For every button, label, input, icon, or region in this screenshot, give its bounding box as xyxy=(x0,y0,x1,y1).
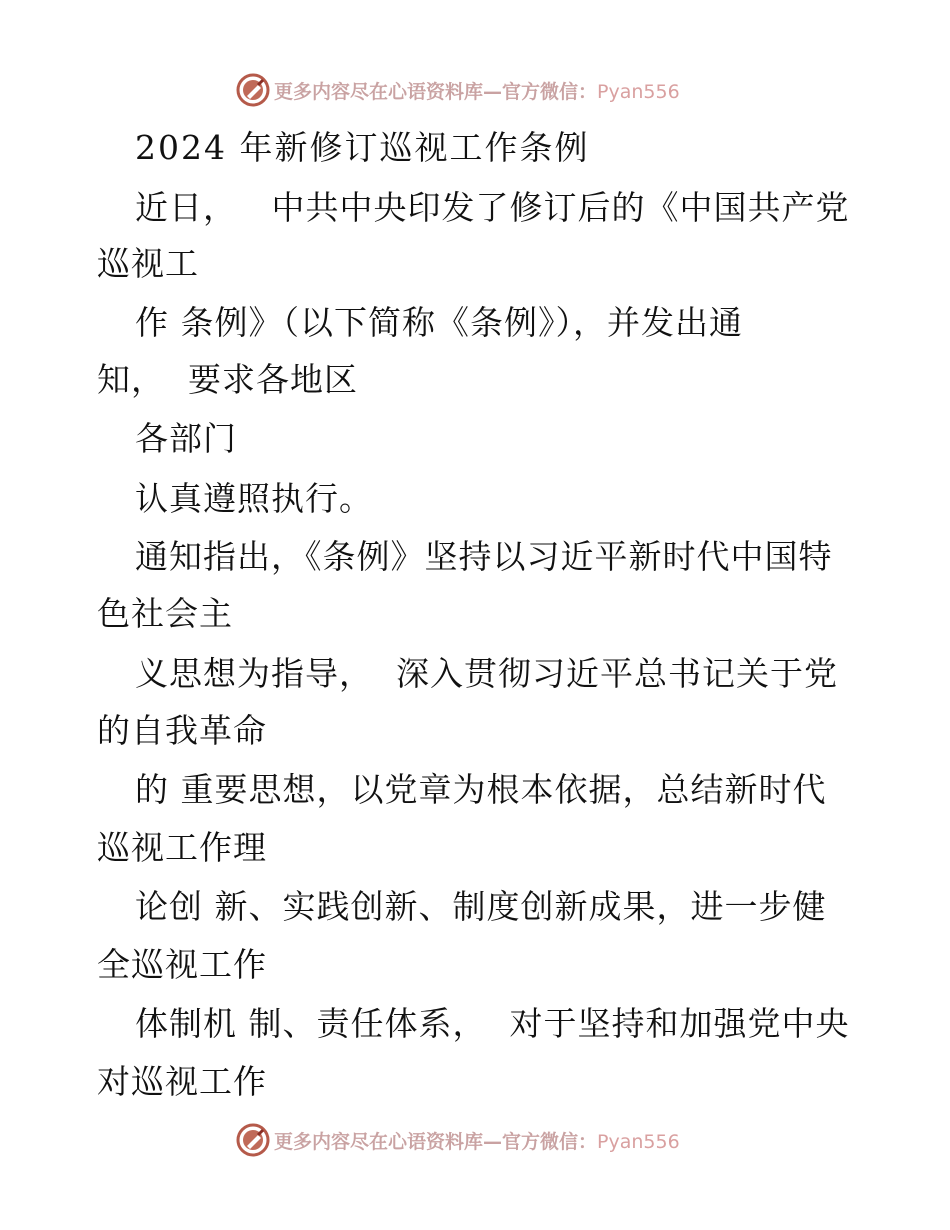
document-title: 2024 年新修订巡视工作条例 xyxy=(135,128,590,167)
paragraph-line: 近日， 中共中央印发了修订后的《中国共产党 xyxy=(135,188,850,227)
paragraph-line: 各部门 xyxy=(135,419,237,458)
watermark-text: 更多内容尽在心语资料库—官方微信：Pyan556 xyxy=(274,80,680,103)
paragraph-line: 巡视工作理 xyxy=(97,828,267,867)
paragraph-line: 巡视工 xyxy=(97,244,199,283)
paragraph-line: 知， 要求各地区 xyxy=(97,360,358,399)
paragraph-line: 体制机 制、责任体系， 对于坚持和加强党中央 xyxy=(135,1004,850,1043)
paragraph-line: 的 重要思想，以党章为根本依据，总结新时代 xyxy=(135,770,827,809)
paragraph-line: 的自我革命 xyxy=(97,711,267,750)
paragraph-line: 色社会主 xyxy=(97,594,233,633)
footer-watermark xyxy=(236,1122,680,1158)
paragraph-line: 义思想为指导， 深入贯彻习近平总书记关于党 xyxy=(135,654,838,693)
pen-nib-seal-icon xyxy=(236,1123,270,1157)
paragraph-line: 全巡视工作 xyxy=(97,945,267,984)
paragraph-line: 通知指出，《条例》坚持以习近平新时代中国特 xyxy=(135,537,833,576)
watermark-text: 更多内容尽在心语资料库—官方微信：Pyan556 xyxy=(274,1130,680,1153)
paragraph-line: 作 条例》（以下简称《条例》），并发出通 xyxy=(135,303,743,342)
paragraph-line: 论创 新、实践创新、制度创新成果，进一步健 xyxy=(135,887,827,926)
pen-nib-seal-icon xyxy=(236,73,270,107)
paragraph-line: 认真遵照执行。 xyxy=(135,479,373,518)
watermark-wechat-id: Pyan556 xyxy=(597,1130,680,1153)
paragraph-line: 对巡视工作 xyxy=(97,1062,267,1101)
watermark-wechat-id: Pyan556 xyxy=(597,80,680,103)
header-watermark xyxy=(236,72,680,108)
